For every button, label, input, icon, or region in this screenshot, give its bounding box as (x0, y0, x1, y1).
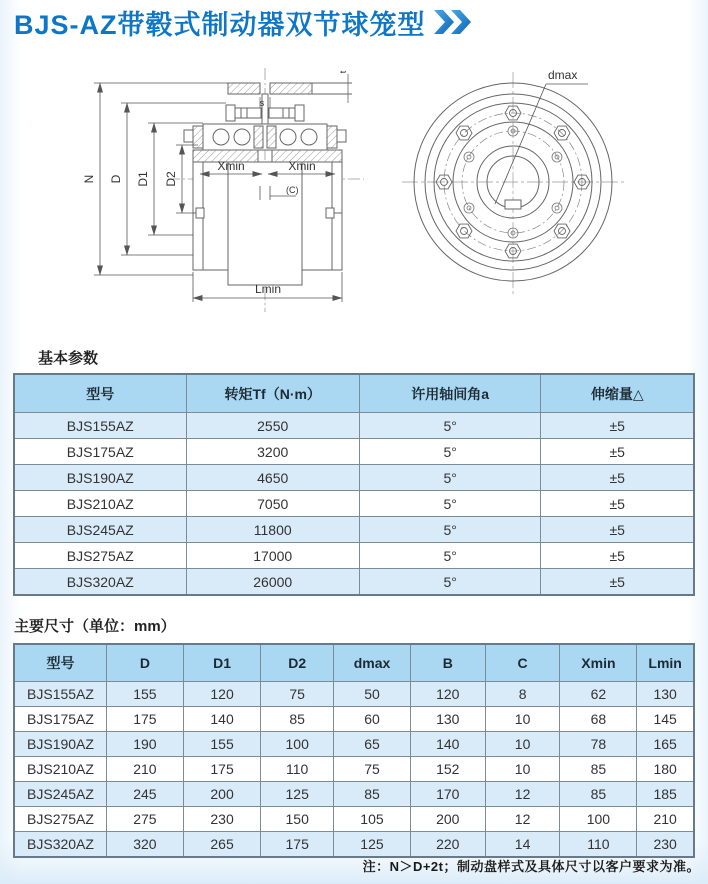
value-cell: 180 (637, 757, 694, 782)
column-header: D2 (261, 644, 334, 682)
value-cell: 60 (334, 707, 411, 732)
value-cell: 26000 (186, 569, 359, 596)
table-row (14, 782, 694, 807)
value-cell: 68 (560, 707, 637, 732)
side-view-drawing (30, 60, 370, 320)
value-cell: 65 (334, 732, 411, 757)
value-cell: 8 (485, 682, 560, 707)
value-cell: 100 (261, 732, 334, 757)
value-cell: 175 (183, 757, 261, 782)
value-cell: ±5 (541, 439, 694, 465)
value-cell: 185 (637, 782, 694, 807)
dim-label-lmin: Lmin (254, 282, 282, 296)
value-cell: 12 (485, 782, 560, 807)
value-cell: 200 (183, 782, 261, 807)
value-cell: 165 (637, 732, 694, 757)
dim-label-d1: D1 (136, 171, 150, 187)
basic-params-table (13, 373, 695, 596)
column-header: D1 (183, 644, 261, 682)
column-header: 型号 (14, 644, 106, 682)
value-cell: 17000 (186, 543, 359, 569)
column-header: 许用轴间角a (359, 374, 541, 413)
model-cell: BJS190AZ (14, 732, 106, 757)
model-cell: BJS275AZ (14, 807, 106, 832)
column-header: 伸缩量△ (541, 374, 694, 413)
value-cell: 220 (410, 832, 485, 858)
model-cell: BJS210AZ (14, 757, 106, 782)
dim-label-d2: D2 (164, 171, 178, 187)
front-view-leader (495, 84, 588, 204)
value-cell: 2550 (186, 413, 359, 439)
value-cell: ±5 (541, 491, 694, 517)
value-cell: 5° (359, 491, 541, 517)
value-cell: 120 (183, 682, 261, 707)
value-cell: 175 (261, 832, 334, 858)
value-cell: 85 (334, 782, 411, 807)
model-cell: BJS190AZ (14, 465, 186, 491)
model-cell: BJS210AZ (14, 491, 186, 517)
column-header: dmax (334, 644, 411, 682)
value-cell: 85 (560, 782, 637, 807)
value-cell: ±5 (541, 569, 694, 596)
value-cell: 230 (183, 807, 261, 832)
value-cell: 190 (106, 732, 183, 757)
value-cell: 245 (106, 782, 183, 807)
value-cell: 125 (334, 832, 411, 858)
value-cell: 230 (637, 832, 694, 858)
model-cell: BJS320AZ (14, 832, 106, 858)
value-cell: 210 (637, 807, 694, 832)
value-cell: 7050 (186, 491, 359, 517)
value-cell: 110 (261, 757, 334, 782)
model-cell: BJS245AZ (14, 782, 106, 807)
table-row (14, 569, 694, 596)
model-cell: BJS275AZ (14, 543, 186, 569)
model-cell: BJS320AZ (14, 569, 186, 596)
value-cell: 125 (261, 782, 334, 807)
table-row (14, 732, 694, 757)
value-cell: 75 (261, 682, 334, 707)
value-cell: 140 (183, 707, 261, 732)
value-cell: 14 (485, 832, 560, 858)
table-row (14, 682, 694, 707)
table-row (14, 707, 694, 732)
model-cell: BJS175AZ (14, 707, 106, 732)
value-cell: 100 (560, 807, 637, 832)
section-title-main-dimensions: 主要尺寸（单位：mm） (14, 618, 176, 635)
value-cell: 75 (334, 757, 411, 782)
model-cell: BJS155AZ (14, 413, 186, 439)
value-cell: 85 (261, 707, 334, 732)
value-cell: 170 (410, 782, 485, 807)
value-cell: 5° (359, 439, 541, 465)
value-cell: 3200 (186, 439, 359, 465)
double-chevron-icon (434, 10, 474, 34)
value-cell: 85 (560, 757, 637, 782)
value-cell: 130 (410, 707, 485, 732)
main-dimensions-table (13, 643, 695, 858)
value-cell: 105 (334, 807, 411, 832)
value-cell: ±5 (541, 517, 694, 543)
dim-label-d: D (109, 174, 123, 184)
value-cell: 5° (359, 413, 541, 439)
table-row (14, 517, 694, 543)
value-cell: 78 (560, 732, 637, 757)
value-cell: ±5 (541, 413, 694, 439)
value-cell: 320 (106, 832, 183, 858)
column-header: D (106, 644, 183, 682)
value-cell: 130 (637, 682, 694, 707)
value-cell: ±5 (541, 543, 694, 569)
table-row (14, 439, 694, 465)
value-cell: 155 (106, 682, 183, 707)
value-cell: 4650 (186, 465, 359, 491)
side-view-body (184, 74, 352, 285)
value-cell: 210 (106, 757, 183, 782)
section-title-basic-params: 基本参数 (38, 350, 99, 367)
value-cell: 10 (485, 707, 560, 732)
table-row (14, 543, 694, 569)
value-cell: 5° (359, 543, 541, 569)
value-cell: 5° (359, 517, 541, 543)
dim-label-c: (C) (286, 185, 299, 195)
table-row (14, 465, 694, 491)
column-header: 型号 (14, 374, 186, 413)
value-cell: 5° (359, 569, 541, 596)
value-cell: ±5 (541, 465, 694, 491)
table-row (14, 413, 694, 439)
value-cell: 50 (334, 682, 411, 707)
model-cell: BJS175AZ (14, 439, 186, 465)
value-cell: 10 (485, 757, 560, 782)
page-title (14, 6, 474, 38)
table-row (14, 807, 694, 832)
dim-label-n: N (82, 174, 96, 184)
dim-label-s: s (259, 98, 265, 108)
dim-label-t: t (338, 70, 348, 74)
header-row (14, 644, 694, 682)
model-cell: BJS245AZ (14, 517, 186, 543)
value-cell: 155 (183, 732, 261, 757)
table-row (14, 491, 694, 517)
value-cell: 175 (106, 707, 183, 732)
value-cell: 152 (410, 757, 485, 782)
column-header: C (485, 644, 560, 682)
column-header: B (410, 644, 485, 682)
column-header: Xmin (560, 644, 637, 682)
column-header: 转矩Tf（N·m） (186, 374, 359, 413)
value-cell: 10 (485, 732, 560, 757)
column-header: Lmin (637, 644, 694, 682)
value-cell: 5° (359, 465, 541, 491)
model-cell: BJS155AZ (14, 682, 106, 707)
front-view-drawing (398, 62, 668, 312)
value-cell: 140 (410, 732, 485, 757)
value-cell: 275 (106, 807, 183, 832)
dim-label-dmax: dmax (548, 68, 578, 82)
value-cell: 12 (485, 807, 560, 832)
value-cell: 200 (410, 807, 485, 832)
value-cell: 265 (183, 832, 261, 858)
dim-label-xmin-left: Xmin (217, 159, 245, 173)
value-cell: 110 (560, 832, 637, 858)
value-cell: 62 (560, 682, 637, 707)
table-row (14, 757, 694, 782)
value-cell: 11800 (186, 517, 359, 543)
table-row (14, 832, 694, 858)
value-cell: 145 (637, 707, 694, 732)
page-title-text: BJS-AZ带毂式制动器双节球笼型 (14, 9, 426, 40)
dim-label-xmin-right: Xmin (288, 159, 316, 173)
value-cell: 120 (410, 682, 485, 707)
header-row (14, 374, 694, 413)
footnote: 注：N＞D+2t；制动盘样式及具体尺寸以客户要求为准。 (362, 859, 700, 874)
value-cell: 150 (261, 807, 334, 832)
